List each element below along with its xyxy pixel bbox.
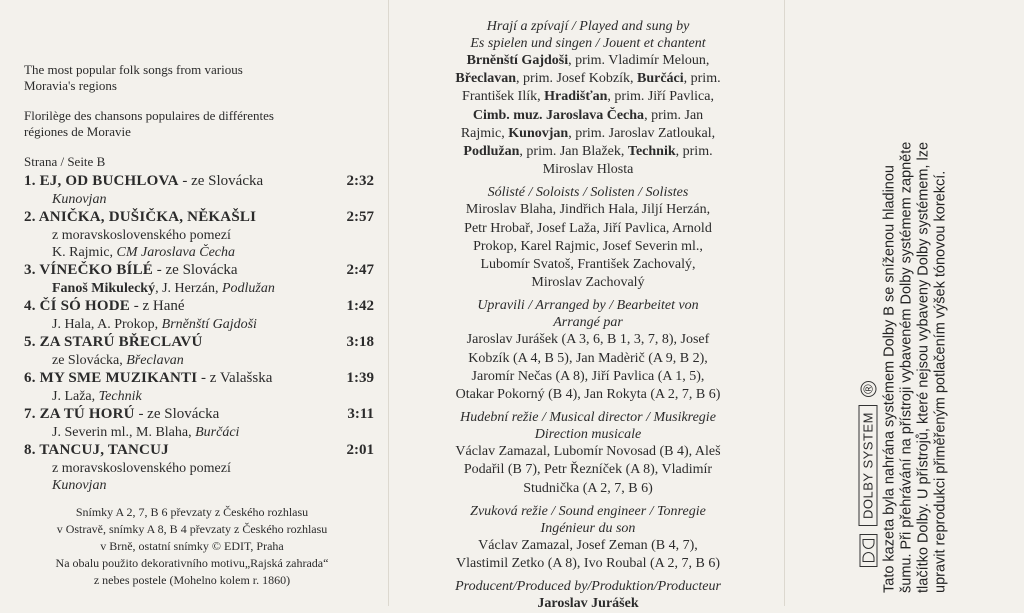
credit-line bbox=[400, 88, 776, 106]
track-credit bbox=[52, 191, 378, 208]
credit-text: , prim. Jan bbox=[644, 107, 704, 123]
heading-line: Ingénieur du son bbox=[540, 520, 636, 536]
ensemble-name: Hradišťan bbox=[544, 89, 608, 105]
track-credit-text: J. Hala, A. Prokop, bbox=[52, 317, 162, 332]
track-duration: 1:42 bbox=[346, 298, 374, 314]
track-credit-text: z moravskoslovenského pomezí bbox=[52, 228, 231, 243]
soloists-body bbox=[400, 201, 776, 292]
track-title-text: 4. ČÍ SÓ HODE bbox=[24, 298, 130, 314]
intro-line: The most popular folk songs from various bbox=[24, 62, 243, 77]
track-title-text: 2. ANIČKA, DUŠIČKA, NĚKAŠLI bbox=[24, 209, 257, 225]
track-item bbox=[24, 208, 378, 261]
track-head-row bbox=[24, 172, 378, 191]
track-duration: 2:32 bbox=[346, 173, 374, 189]
track-item bbox=[24, 441, 378, 494]
track-item bbox=[24, 405, 378, 441]
note-line: Na obalu použito dekorativního motivu„Rajská zahrada“ bbox=[55, 556, 329, 570]
intro-line: Florilège des chansons populaires de différentes bbox=[24, 108, 274, 123]
arranged-heading bbox=[400, 297, 776, 331]
credit-text: , prim. Jaroslav Zatloukal, bbox=[568, 125, 716, 141]
credit-line: Studnička (A 2, 7, B 6) bbox=[523, 480, 653, 496]
credit-line: Kobzík (A 4, B 5), Jan Madèrič (A 9, B 2), bbox=[468, 350, 708, 366]
track-region: - ze Slovácka bbox=[178, 173, 264, 189]
track-region: - z Hané bbox=[129, 298, 185, 314]
ensemble-name: Břeclavan bbox=[455, 71, 517, 87]
credit-text: Rajmic, bbox=[460, 125, 509, 141]
credit-line: Václav Zamazal, Lubomír Novosad (B 4), Aleš bbox=[455, 444, 721, 460]
sound-engineer-section bbox=[400, 503, 776, 573]
track-credit bbox=[52, 477, 378, 494]
credit-line: Podařil (B 7), Petr Řezníček (A 8), Vladimír bbox=[463, 462, 713, 478]
track-credit bbox=[52, 424, 378, 441]
credit-text: , prim. Josef Kobzík, bbox=[516, 71, 637, 87]
musical-director-body bbox=[400, 443, 776, 498]
credit-line: Jaroslav Jurášek (A 3, 6, B 1, 3, 7, 8), Josef bbox=[466, 332, 710, 348]
track-title-text: 7. ZA TÚ HORÚ bbox=[24, 406, 135, 422]
credit-line: Václav Zamazal, Josef Zeman (B 4, 7), bbox=[478, 537, 698, 553]
played-heading bbox=[400, 18, 776, 52]
track-duration: 2:47 bbox=[346, 262, 374, 278]
musical-director-heading bbox=[400, 409, 776, 443]
track-credit bbox=[52, 316, 378, 333]
track-list bbox=[24, 172, 378, 494]
track-ensemble: Kunovjan bbox=[52, 478, 107, 493]
ensemble-name: Brněnští Gajdoši bbox=[466, 53, 569, 68]
track-duration: 3:11 bbox=[347, 406, 374, 422]
ensemble-name: Technik bbox=[627, 144, 676, 160]
producer-section bbox=[400, 578, 776, 613]
track-ensemble: Burčáci bbox=[195, 425, 240, 440]
intro-line: régiones de Moravie bbox=[24, 124, 131, 139]
soloists-section bbox=[400, 184, 776, 292]
note-line: Snímky A 2, 7, B 6 převzaty z Českého rozhlasu bbox=[75, 505, 309, 519]
track-credit bbox=[52, 460, 378, 477]
track-title-text: 5. ZA STARÚ BŘECLAVÚ bbox=[24, 334, 203, 350]
track-title-text: 8. TANCUJ, TANCUJ bbox=[24, 442, 169, 458]
track-head-row bbox=[24, 261, 378, 280]
track-head-row bbox=[24, 405, 378, 424]
dolby-line: upravit reprodukci přiměřeným potlačením výšek tónovou korekcí. bbox=[932, 170, 949, 593]
producer-name-line bbox=[400, 595, 776, 613]
sound-engineer-body bbox=[400, 537, 776, 573]
heading-line: Zvuková režie / Sound engineer / Tonregie bbox=[470, 503, 706, 519]
registered-mark: ® bbox=[860, 381, 876, 397]
producer-heading bbox=[400, 578, 776, 595]
played-section bbox=[400, 18, 776, 179]
track-title bbox=[24, 369, 272, 388]
musical-director-section bbox=[400, 409, 776, 498]
sound-engineer-heading bbox=[400, 503, 776, 537]
track-item bbox=[24, 297, 378, 333]
track-head-row bbox=[24, 369, 378, 388]
track-title bbox=[24, 208, 256, 227]
track-title-text: 3. VÍNEČKO BÍLÉ bbox=[24, 262, 154, 278]
track-duration: 2:57 bbox=[346, 209, 374, 225]
tracklist-panel bbox=[0, 0, 388, 606]
ensemble-name: Cimb. muz. Jaroslava Čecha bbox=[472, 107, 645, 123]
credits-notes bbox=[24, 504, 378, 589]
track-title bbox=[24, 261, 238, 280]
credit-text: Miroslav Hlosta bbox=[542, 162, 634, 178]
credit-line: Otakar Pokorný (B 4), Jan Rokyta (A 2, 7, B 6) bbox=[455, 387, 721, 403]
track-credit-text: , J. Herzán, bbox=[155, 281, 222, 296]
credits-panel bbox=[388, 0, 784, 612]
track-title bbox=[24, 172, 263, 191]
track-title bbox=[24, 441, 169, 460]
credit-line bbox=[400, 107, 776, 125]
track-region: - ze Slovácka bbox=[134, 406, 220, 422]
credit-text: , prim. Jiří Pavlica, bbox=[607, 89, 714, 105]
track-credit bbox=[52, 227, 378, 244]
track-head-row bbox=[24, 208, 378, 227]
credit-text: , prim. bbox=[683, 71, 721, 87]
track-head-row bbox=[24, 297, 378, 316]
credit-line: Miroslav Blaha, Jindřich Hala, Jiljí Herzán, bbox=[465, 202, 711, 218]
credit-line bbox=[400, 70, 776, 88]
credit-line: Prokop, Karel Rajmic, Josef Severin ml., bbox=[473, 238, 703, 254]
track-ensemble: Technik bbox=[98, 389, 142, 404]
heading-line: Arrangé par bbox=[553, 315, 623, 331]
track-credit bbox=[52, 244, 378, 261]
heading-line: Hudební režie / Musical director / Musikregie bbox=[460, 410, 716, 426]
track-title-text: 1. EJ, OD BUCHLOVA bbox=[24, 173, 179, 189]
track-ensemble: Podlužan bbox=[221, 281, 275, 296]
track-head-row bbox=[24, 441, 378, 460]
track-credit-bold: Fanoš Mikulecký bbox=[52, 281, 156, 296]
note-line: z nebes postele (Mohelno kolem r. 1860) bbox=[93, 573, 291, 587]
heading-line: Es spielen und singen / Jouent et chantent bbox=[470, 36, 706, 51]
track-title bbox=[24, 297, 185, 316]
intro-line: Moravia's regions bbox=[24, 78, 117, 93]
dolby-logo bbox=[859, 13, 878, 567]
intro-english bbox=[24, 62, 378, 94]
track-title-text: 6. MY SME MUZIKANTI bbox=[24, 370, 198, 386]
heading-line: Hrají a zpívají / Played and sung by bbox=[486, 19, 690, 34]
track-item bbox=[24, 172, 378, 208]
dolby-description bbox=[882, 13, 950, 593]
ensemble-name: Burčáci bbox=[636, 71, 684, 87]
note-line: v Ostravě, snímky A 8, B 4 převzaty z Českého rozhlasu bbox=[56, 522, 328, 536]
credit-line: Lubomír Svatoš, František Zachovalý, bbox=[480, 257, 696, 273]
heading-line: Sólisté / Soloists / Solisten / Solistes bbox=[487, 185, 689, 201]
credit-line: Vlastimil Zetko (A 8), Ivo Roubal (A 2, 7, B 6) bbox=[455, 556, 721, 572]
credit-line: Miroslav Zachovalý bbox=[531, 275, 645, 291]
arranged-section bbox=[400, 297, 776, 404]
credit-text: , prim. Jan Blažek, bbox=[519, 144, 628, 160]
producer-name: Jaroslav Jurášek bbox=[537, 596, 639, 612]
dolby-line: šumu. Při přehrávání na přístroji vybaveném Dolby systémem zapněte bbox=[898, 141, 915, 593]
track-duration: 2:01 bbox=[346, 442, 374, 458]
side-label: Strana / Seite B bbox=[24, 154, 106, 169]
track-credit bbox=[52, 280, 378, 297]
track-head-row bbox=[24, 333, 378, 352]
track-ensemble: Brněnští Gajdoši bbox=[161, 317, 257, 332]
ensemble-name: Podlužan bbox=[463, 144, 520, 160]
track-item bbox=[24, 369, 378, 405]
note-line: v Brně, ostatní snímky © EDIT, Praha bbox=[100, 539, 284, 553]
track-credit-text: ze Slovácka, bbox=[52, 353, 127, 368]
dolby-rotated-block bbox=[859, 13, 950, 593]
track-ensemble: Břeclavan bbox=[126, 353, 184, 368]
track-item bbox=[24, 333, 378, 369]
credit-line bbox=[400, 125, 776, 143]
track-region: - ze Slovácka bbox=[153, 262, 238, 278]
credit-text: , prim. bbox=[675, 144, 713, 160]
credit-line: Jaromír Nečas (A 8), Jiří Pavlica (A 1, 5), bbox=[471, 368, 705, 384]
track-item bbox=[24, 261, 378, 297]
dolby-line: tlačítko Dolby. U přístrojů, které nejsou vybaveny Dolby systémem, lze bbox=[915, 141, 932, 593]
credit-line bbox=[400, 52, 776, 70]
track-ensemble: CM Jaroslava Čecha bbox=[116, 245, 236, 260]
credit-text: , prim. Vladimír Meloun, bbox=[568, 53, 710, 68]
credit-line bbox=[400, 143, 776, 161]
played-body bbox=[400, 52, 776, 179]
arranged-body bbox=[400, 331, 776, 404]
intro-french bbox=[24, 108, 378, 140]
track-credit-text: J. Severin ml., M. Blaha, bbox=[52, 425, 196, 440]
soloists-heading bbox=[400, 184, 776, 201]
heading-line: Producent/Produced by/Produktion/Producteur bbox=[455, 579, 721, 595]
track-ensemble: Kunovjan bbox=[52, 192, 107, 207]
track-credit-text: z moravskoslovenského pomezí bbox=[52, 461, 231, 476]
dolby-double-d-icon bbox=[859, 534, 877, 567]
ensemble-name: Kunovjan bbox=[508, 125, 569, 141]
heading-line: Upravili / Arranged by / Bearbeitet von bbox=[477, 298, 699, 314]
dolby-panel bbox=[784, 0, 1024, 606]
credit-line: Petr Hrobař, Josef Laža, Jiří Pavlica, Arnold bbox=[464, 220, 712, 236]
heading-line: Direction musicale bbox=[534, 427, 642, 443]
track-credit bbox=[52, 352, 378, 369]
dolby-system-label: DOLBY SYSTEM bbox=[859, 405, 878, 526]
track-credit bbox=[52, 388, 378, 405]
track-credit-text: J. Laža, bbox=[52, 389, 99, 404]
credit-text: František Ilík, bbox=[462, 89, 545, 105]
track-credit-text: K. Rajmic, bbox=[52, 245, 117, 260]
track-duration: 1:39 bbox=[346, 370, 374, 386]
track-duration: 3:18 bbox=[346, 334, 374, 350]
track-title bbox=[24, 405, 219, 424]
track-title bbox=[24, 333, 203, 352]
credit-line bbox=[400, 161, 776, 179]
track-region: - z Valašska bbox=[197, 370, 273, 386]
dolby-line: Tato kazeta byla nahrána systémem Dolby B se sníženou hladinou bbox=[881, 165, 898, 593]
